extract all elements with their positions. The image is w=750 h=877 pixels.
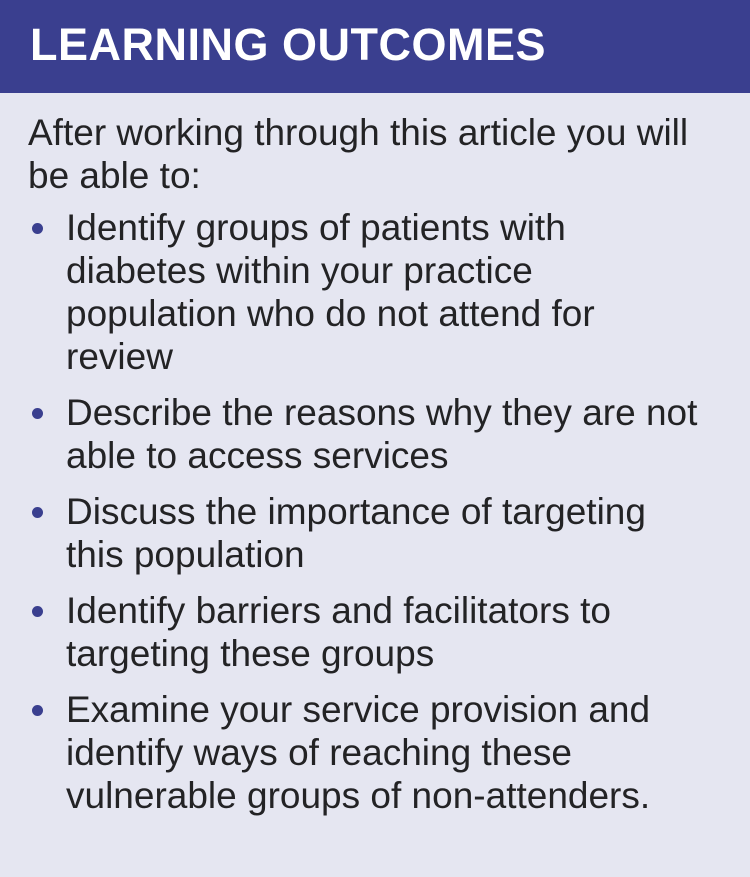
- bullet-icon: [32, 507, 43, 518]
- outcome-text: Identify groups of patients with diabetes within your practice population who do not attend for review: [66, 207, 595, 377]
- list-item: [28, 688, 710, 817]
- list-item: [28, 490, 710, 576]
- outcome-text: Identify barriers and facilitators to targeting these groups: [66, 590, 611, 674]
- list-item: [28, 206, 710, 378]
- bullet-icon: [32, 606, 43, 617]
- outcome-text: Discuss the importance of targeting this population: [66, 491, 646, 575]
- list-item: [28, 391, 710, 477]
- intro-text: After working through this article you will be able to:: [28, 112, 689, 196]
- list-item: [28, 589, 710, 675]
- bullet-icon: [32, 408, 43, 419]
- header-title: LEARNING OUTCOMES: [30, 19, 547, 70]
- header-bar: [0, 0, 750, 93]
- outcome-text: Describe the reasons why they are not able to access services: [66, 392, 698, 476]
- bullet-icon: [32, 223, 43, 234]
- outcome-list: [28, 206, 710, 817]
- bullet-icon: [32, 705, 43, 716]
- content-body: [0, 93, 750, 817]
- outcome-text: Examine your service provision and identify ways of reaching these vulnerable groups of non-attenders.: [66, 689, 651, 816]
